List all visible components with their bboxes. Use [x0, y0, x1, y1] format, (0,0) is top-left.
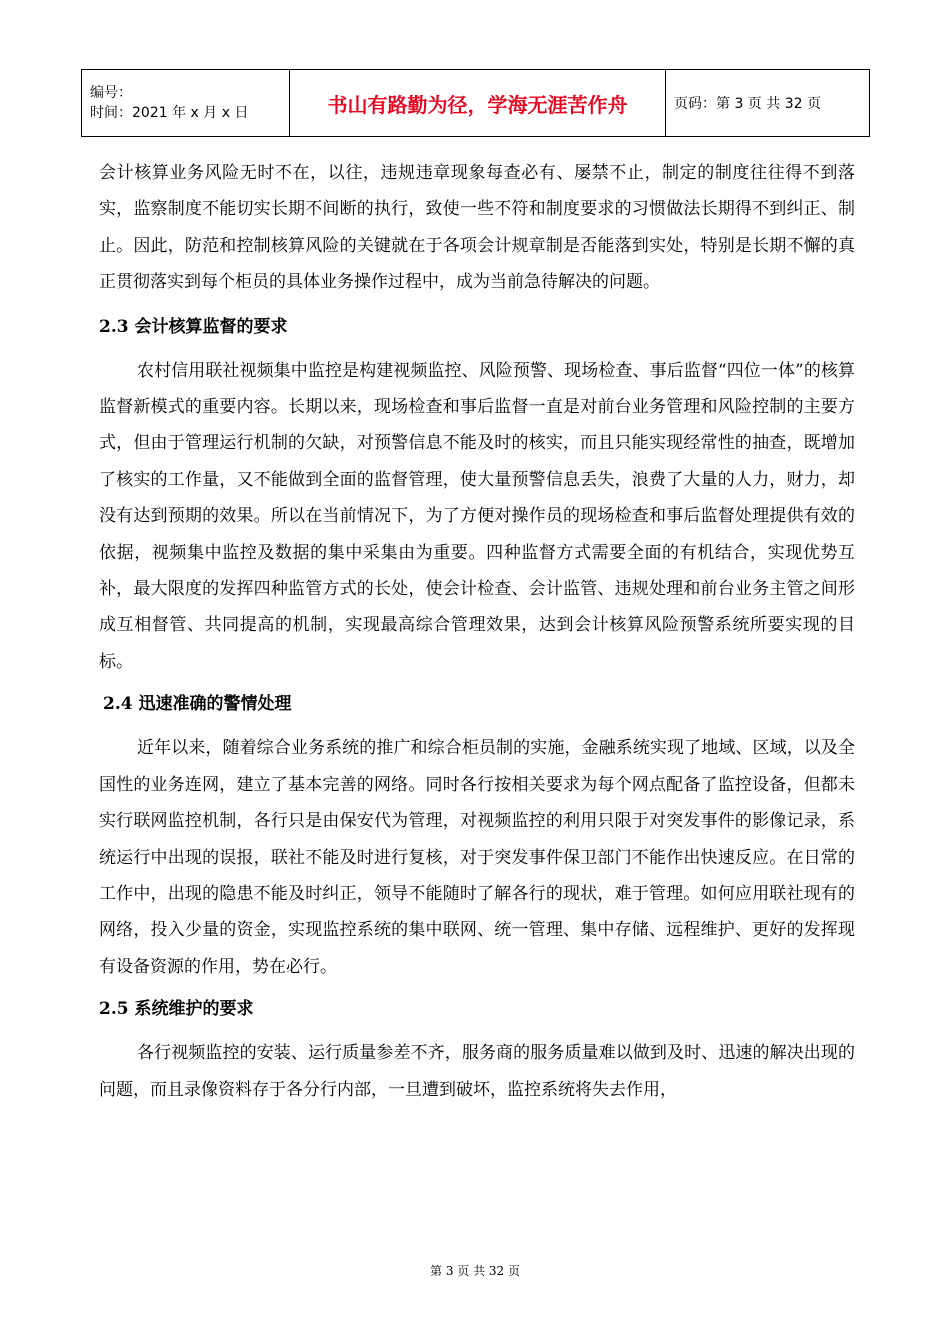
header-left-cell	[82, 70, 290, 137]
paragraph-2-3: 农村信用联社视频集中监控是构建视频监控、风险预警、现场检查、事后监督“四位一体”的核算监督新模式的重要内容。长期以来，现场检查和事后监督一直是对前台业务管理和风险控制的主要方式，但由于管理运行机制的欠缺，对预警信息不能及时的核实，而且只能实现经常性的抽查，既增加了核实的工作量，又不能做到全面的监督管理，使大量预警信息丢失，浪费了大量的人力，财力，却没有达到预期的效果。所以在当前情况下，为了方便对操作员的现场检查和事后监督处理提供有效的依据，视频集中监控及数据的集中采集由为重要。四种监督方式需要全面的有机结合，实现优势互补，最大限度的发挥四种监管方式的长处，使会计检查、会计监管、违规处理和前台业务主管之间形成互相督管、共同提高的机制，实现最高综合管理效果，达到会计核算风险预警系统所要实现的目标。	[99, 360, 855, 672]
section-heading-2-5: 2.5 系统维护的要求	[99, 999, 254, 1020]
document-body	[99, 155, 855, 1108]
document-date-label: 时间：2021 年 x 月 x 日	[90, 105, 249, 121]
paragraph-2-5: 各行视频监控的安装、运行质量参差不齐，服务商的服务质量难以做到及时、迅速的解决出现的问题，而且录像资料存于各分行内部，一旦遭到破坏，监控系统将失去作用，	[99, 1043, 855, 1100]
page-header-table	[81, 69, 870, 137]
paragraph-2-4: 近年以来，随着综合业务系统的推广和综合柜员制的实施，金融系统实现了地域、区域，以及全国性的业务连网，建立了基本完善的网络。同时各行按相关要求为每个网点配备了监控设备，但都未实行联网监控机制，各行只是由保安代为管理，对视频监控的利用只限于对突发事件的影像记录，系统运行中出现的误报，联社不能及时进行复核，对于突发事件保卫部门不能作出快速反应。在日常的工作中，出现的隐患不能及时纠正，领导不能随时了解各行的现状，难于管理。如何应用联社现有的网络，投入少量的资金，实现监控系统的集中联网、统一管理、集中存储、远程维护、更好的发挥现有设备资源的作用，势在必行。	[99, 738, 855, 977]
document-number-label: 编号：	[90, 85, 132, 101]
page-footer: 第 3 页 共 32 页	[430, 1264, 520, 1278]
header-motto: 书山有路勤为径，学海无涯苦作舟	[290, 70, 666, 137]
header-page-label: 页码：第 3 页 共 32 页	[666, 70, 870, 137]
paragraph-intro: 会计核算业务风险无时不在，以往，违规违章现象每查必有、屡禁不止，制定的制度往往得不到落实，监察制度不能切实长期不间断的执行，致使一些不符和制度要求的习惯做法长期得不到纠正、制止。因此，防范和控制核算风险的关键就在于各项会计规章制是否能落到实处，特别是长期不懈的真正贯彻落实到每个柜员的具体业务操作过程中，成为当前急待解决的问题。	[99, 163, 855, 293]
section-heading-2-4: 2.4 迅速准确的警情处理	[103, 694, 292, 715]
section-heading-2-3: 2.3 会计核算监督的要求	[99, 316, 288, 337]
